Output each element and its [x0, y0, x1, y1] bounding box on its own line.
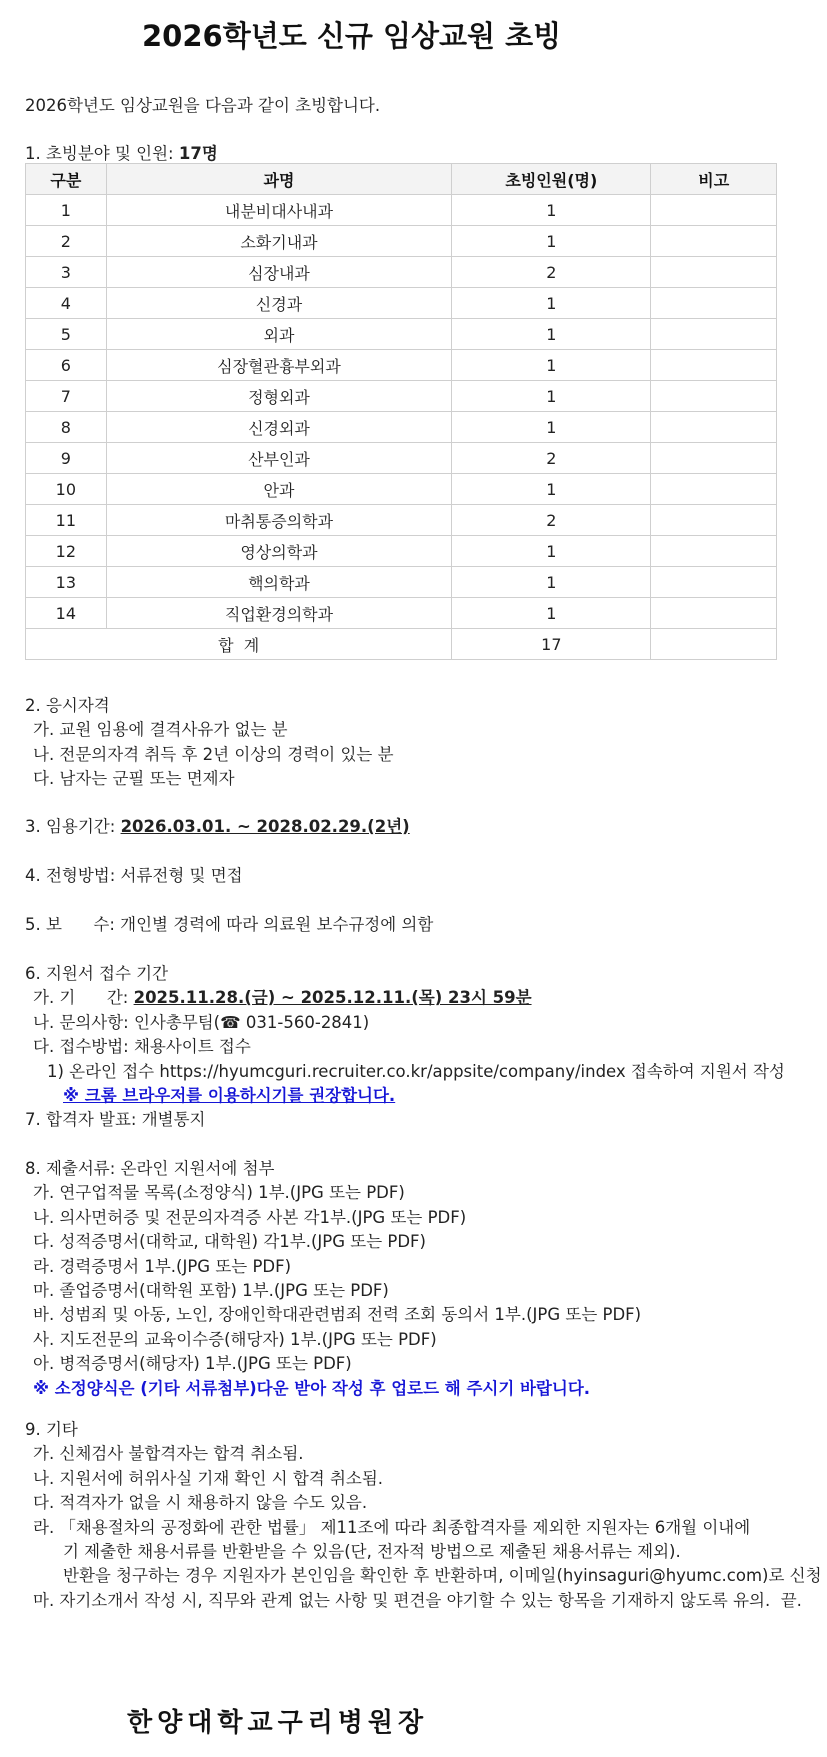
- recruitment-table: [25, 163, 777, 660]
- cell-department: 내분비대사내과: [106, 195, 452, 226]
- cell-category: 6: [26, 350, 107, 381]
- table-row: [26, 536, 777, 567]
- list-item: 나. 지원서에 허위사실 기재 확인 시 합격 취소됨.: [33, 1468, 384, 1488]
- table-row: [26, 443, 777, 474]
- total-value: 17: [452, 629, 651, 660]
- cell-department: 영상의학과: [106, 536, 452, 567]
- inquiry-text: 나. 문의사항: 인사총무팀(☎ 031-560-2841): [33, 1012, 370, 1032]
- cell-department: 심장내과: [106, 257, 452, 288]
- cell-count: 1: [452, 474, 651, 505]
- col-header-category: 구분: [26, 164, 107, 195]
- signature: 한양대학교구리병원장: [127, 1708, 429, 1738]
- table-row: [26, 319, 777, 350]
- table-row: [26, 412, 777, 443]
- section-label: 9. 기타: [25, 1420, 78, 1439]
- cell-category: 13: [26, 567, 107, 598]
- list-item: 다. 성적증명서(대학교, 대학원) 각1부.(JPG 또는 PDF): [33, 1232, 426, 1252]
- selection-method: 4. 전형방법: 서류전형 및 면접: [25, 866, 243, 885]
- cell-department: 소화기내과: [106, 226, 452, 257]
- col-header-count: 초빙인원(명): [452, 164, 651, 195]
- cell-category: 5: [26, 319, 107, 350]
- salary-text: 5. 보 수: 개인별 경력에 따라 의료원 보수규정에 의함: [25, 915, 434, 934]
- page-title: 2026학년도 신규 임상교원 초빙: [142, 19, 562, 53]
- table-row: [26, 505, 777, 536]
- table-row: [26, 226, 777, 257]
- cell-remarks: [651, 195, 777, 226]
- cell-category: 11: [26, 505, 107, 536]
- list-item: 라. 「채용절차의 공정화에 관한 법률」 제11조에 따라 최종합격자를 제외한 지원자는 6개월 이내에: [33, 1517, 751, 1537]
- col-header-remarks: 비고: [651, 164, 777, 195]
- cell-count: 1: [452, 319, 651, 350]
- cell-count: 1: [452, 381, 651, 412]
- cell-remarks: [651, 567, 777, 598]
- list-item: 다. 남자는 군필 또는 면제자: [33, 769, 235, 789]
- list-item: 마. 자기소개서 작성 시, 직무와 관계 없는 사항 및 편견을 야기할 수 있는 항목을 기재하지 않도록 유의. 끝.: [33, 1590, 802, 1610]
- section-recruitment-field: [25, 140, 218, 164]
- cell-category: 9: [26, 443, 107, 474]
- cell-category: 1: [26, 195, 107, 226]
- cell-category: 12: [26, 536, 107, 567]
- cell-department: 심장혈관흉부외과: [106, 350, 452, 381]
- cell-count: 1: [452, 598, 651, 629]
- cell-count: 1: [452, 536, 651, 567]
- cell-count: 1: [452, 226, 651, 257]
- cell-remarks: [651, 381, 777, 412]
- cell-category: 2: [26, 226, 107, 257]
- table-row: [26, 474, 777, 505]
- cell-department: 신경과: [106, 288, 452, 319]
- cell-department: 안과: [106, 474, 452, 505]
- section-announcement: [25, 1108, 827, 1132]
- table-body: [26, 195, 777, 629]
- section-documents: [25, 1157, 827, 1401]
- intro-text: 2026학년도 임상교원을 다음과 같이 초빙합니다.: [25, 96, 381, 115]
- list-item: 라. 경력증명서 1부.(JPG 또는 PDF): [33, 1256, 292, 1276]
- cell-remarks: [651, 226, 777, 257]
- period-label: 가. 기 간:: [33, 988, 134, 1008]
- apply-method: 다. 접수방법: 채용사이트 접수: [33, 1037, 251, 1057]
- cell-count: 1: [452, 412, 651, 443]
- cell-remarks: [651, 474, 777, 505]
- cell-department: 신경외과: [106, 412, 452, 443]
- cell-remarks: [651, 319, 777, 350]
- list-item: 아. 병적증명서(해당자) 1부.(JPG 또는 PDF): [33, 1354, 352, 1374]
- list-item-continued: 기 제출한 채용서류를 반환받을 수 있음(단, 전자적 방법으로 제출된 채용서류는 제외).: [63, 1542, 681, 1562]
- list-item: 마. 졸업증명서(대학원 포함) 1부.(JPG 또는 PDF): [33, 1281, 389, 1301]
- table-row: [26, 598, 777, 629]
- list-item: 사. 지도전문의 교육이수증(해당자) 1부.(JPG 또는 PDF): [33, 1329, 437, 1349]
- list-item: 다. 적격자가 없을 시 채용하지 않을 수도 있음.: [33, 1493, 368, 1513]
- cell-category: 14: [26, 598, 107, 629]
- cell-department: 산부인과: [106, 443, 452, 474]
- table-row: [26, 567, 777, 598]
- cell-department: 핵의학과: [106, 567, 452, 598]
- cell-category: 8: [26, 412, 107, 443]
- section-etc: [25, 1418, 827, 1613]
- cell-remarks: [651, 350, 777, 381]
- cell-category: 4: [26, 288, 107, 319]
- cell-remarks: [651, 536, 777, 567]
- table-header-row: [26, 164, 777, 195]
- cell-department: 외과: [106, 319, 452, 350]
- list-item: 가. 신체검사 불합격자는 합격 취소됨.: [33, 1444, 304, 1464]
- cell-category: 10: [26, 474, 107, 505]
- section-label: 3. 임용기간:: [25, 817, 121, 836]
- appointment-period: 2026.03.01. ~ 2028.02.29.(2년): [120, 817, 410, 836]
- cell-count: 1: [452, 350, 651, 381]
- section-label: 8. 제출서류: 온라인 지원서에 첨부: [25, 1159, 275, 1178]
- section-application: [25, 962, 827, 1108]
- section-label: 6. 지원서 접수 기간: [25, 964, 169, 983]
- section-label: 1. 초빙분야 및 인원:: [25, 144, 179, 163]
- list-item: 바. 성범죄 및 아동, 노인, 장애인학대관련범죄 전력 조회 동의서 1부.(JPG 또는 PDF): [33, 1305, 642, 1325]
- col-header-department: 과명: [106, 164, 452, 195]
- cell-remarks: [651, 598, 777, 629]
- list-item: 가. 연구업적물 목록(소정양식) 1부.(JPG 또는 PDF): [33, 1183, 405, 1203]
- cell-department: 직업환경의학과: [106, 598, 452, 629]
- table-row: [26, 381, 777, 412]
- section-qualifications: [25, 694, 827, 792]
- table-row: [26, 195, 777, 226]
- cell-count: 1: [452, 288, 651, 319]
- table-row: [26, 257, 777, 288]
- list-item: 가. 교원 임용에 결격사유가 없는 분: [33, 720, 288, 740]
- announcement-text: 7. 합격자 발표: 개별통지: [25, 1110, 206, 1129]
- section-label: 2. 응시자격: [25, 696, 110, 715]
- application-period: 2025.11.28.(금) ~ 2025.12.11.(목) 23시 59분: [133, 988, 532, 1008]
- list-item: 나. 의사면허증 및 전문의자격증 사본 각1부.(JPG 또는 PDF): [33, 1207, 467, 1227]
- total-remarks: [651, 629, 777, 660]
- section-appointment-period: [25, 815, 827, 839]
- list-item: 나. 전문의자격 취득 후 2년 이상의 경력이 있는 분: [33, 744, 394, 764]
- cell-category: 7: [26, 381, 107, 412]
- cell-category: 3: [26, 257, 107, 288]
- table-row: [26, 350, 777, 381]
- cell-count: 1: [452, 567, 651, 598]
- online-apply: 1) 온라인 접수 https://hyumcguri.recruiter.co.kr/appsite/company/index 접속하여 지원서 작성: [47, 1061, 785, 1081]
- browser-note: ※ 크롬 브라우저를 이용하시기를 권장합니다.: [63, 1086, 396, 1106]
- cell-remarks: [651, 412, 777, 443]
- cell-department: 정형외과: [106, 381, 452, 412]
- cell-remarks: [651, 288, 777, 319]
- cell-count: 2: [452, 257, 651, 288]
- recruit-count: 17명: [178, 144, 218, 163]
- cell-count: 1: [452, 195, 651, 226]
- section-selection: [25, 864, 827, 888]
- cell-remarks: [651, 505, 777, 536]
- table-total-row: [26, 629, 777, 660]
- cell-count: 2: [452, 505, 651, 536]
- cell-count: 2: [452, 443, 651, 474]
- table-row: [26, 288, 777, 319]
- cell-remarks: [651, 257, 777, 288]
- cell-remarks: [651, 443, 777, 474]
- section-salary: [25, 913, 827, 937]
- list-item-continued: 반환을 청구하는 경우 지원자가 본인임을 확인한 후 반환하며, 이메일(hyinsaguri@hyumc.com)로 신청: [63, 1566, 822, 1586]
- cell-department: 마취통증의학과: [106, 505, 452, 536]
- form-note: ※ 소정양식은 (기타 서류첨부)다운 받아 작성 후 업로드 해 주시기 바랍니다.: [33, 1378, 591, 1398]
- total-label: 합 계: [26, 629, 452, 660]
